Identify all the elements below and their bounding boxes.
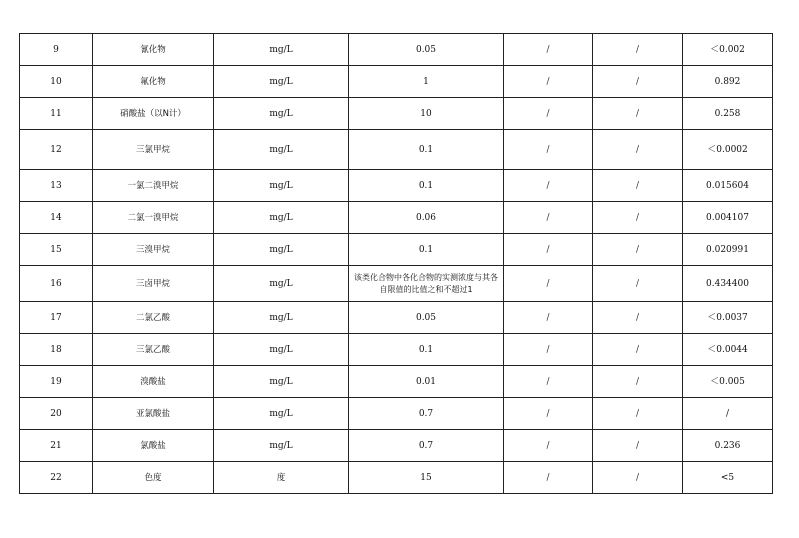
unit-cell: mg/L [214,366,349,398]
standard-limit-cell: 0.1 [349,334,504,366]
table-row [20,334,773,366]
unit-cell: mg/L [214,66,349,98]
item-name-cell: 氟化物 [93,66,214,98]
standard-limit-cell: 10 [349,98,504,130]
row-number-cell: 10 [20,66,93,98]
blank-column-cell: / [504,366,593,398]
blank-column-cell: / [593,130,683,170]
blank-column-cell: / [504,430,593,462]
blank-column-cell: / [504,66,593,98]
item-name-cell: 氰化物 [93,34,214,66]
row-number-cell: 19 [20,366,93,398]
standard-limit-cell: 0.7 [349,398,504,430]
blank-column-cell: / [593,34,683,66]
table-row [20,462,773,494]
item-name-cell: 二氯一溴甲烷 [93,202,214,234]
row-number-cell: 9 [20,34,93,66]
blank-column-cell: / [504,334,593,366]
blank-column-cell: / [593,462,683,494]
item-name-cell: 亚氯酸盐 [93,398,214,430]
standard-limit-cell: 0.05 [349,302,504,334]
unit-cell: mg/L [214,302,349,334]
item-name-cell: 三卤甲烷 [93,266,214,302]
table-row [20,66,773,98]
blank-column-cell: / [504,462,593,494]
test-result-cell: ＜0.002 [683,34,773,66]
blank-column-cell: / [504,398,593,430]
item-name-cell: 三溴甲烷 [93,234,214,266]
row-number-cell: 20 [20,398,93,430]
table-row [20,98,773,130]
blank-column-cell: / [504,202,593,234]
blank-column-cell: / [504,34,593,66]
unit-cell: mg/L [214,202,349,234]
blank-column-cell: / [593,66,683,98]
standard-limit-cell: 0.1 [349,234,504,266]
unit-cell: mg/L [214,98,349,130]
test-result-cell: ＜0.0002 [683,130,773,170]
item-name-cell: 二氯乙酸 [93,302,214,334]
row-number-cell: 11 [20,98,93,130]
standard-limit-cell: 1 [349,66,504,98]
blank-column-cell: / [504,130,593,170]
blank-column-cell: / [593,398,683,430]
blank-column-cell: / [593,334,683,366]
water-quality-table [19,33,773,494]
table-row [20,398,773,430]
standard-limit-cell: 0.1 [349,170,504,202]
table-row [20,202,773,234]
item-name-cell: 三氯乙酸 [93,334,214,366]
table-row [20,366,773,398]
unit-cell: 度 [214,462,349,494]
unit-cell: mg/L [214,130,349,170]
blank-column-cell: / [593,98,683,130]
standard-limit-cell: 0.7 [349,430,504,462]
unit-cell: mg/L [214,430,349,462]
blank-column-cell: / [504,234,593,266]
blank-column-cell: / [593,266,683,302]
test-result-cell: / [683,398,773,430]
test-result-cell: ＜0.005 [683,366,773,398]
standard-limit-cell: 0.05 [349,34,504,66]
row-number-cell: 15 [20,234,93,266]
row-number-cell: 16 [20,266,93,302]
blank-column-cell: / [593,430,683,462]
table-row [20,130,773,170]
item-name-cell: 硝酸盐（以N计） [93,98,214,130]
row-number-cell: 17 [20,302,93,334]
blank-column-cell: / [593,302,683,334]
row-number-cell: 22 [20,462,93,494]
unit-cell: mg/L [214,34,349,66]
item-name-cell: 色度 [93,462,214,494]
item-name-cell: 一氯二溴甲烷 [93,170,214,202]
standard-limit-cell: 0.06 [349,202,504,234]
test-result-cell: <5 [683,462,773,494]
blank-column-cell: / [593,234,683,266]
table-row [20,266,773,302]
row-number-cell: 13 [20,170,93,202]
table-body [20,34,773,494]
table-row [20,302,773,334]
table-row [20,34,773,66]
test-result-cell: 0.434400 [683,266,773,302]
unit-cell: mg/L [214,234,349,266]
blank-column-cell: / [593,202,683,234]
item-name-cell: 溴酸盐 [93,366,214,398]
unit-cell: mg/L [214,398,349,430]
test-result-cell: 0.892 [683,66,773,98]
blank-column-cell: / [593,366,683,398]
test-result-cell: 0.020991 [683,234,773,266]
row-number-cell: 21 [20,430,93,462]
standard-limit-cell: 15 [349,462,504,494]
test-result-cell: 0.015604 [683,170,773,202]
unit-cell: mg/L [214,266,349,302]
item-name-cell: 三氯甲烷 [93,130,214,170]
unit-cell: mg/L [214,170,349,202]
test-result-cell: 0.236 [683,430,773,462]
standard-limit-cell: 0.1 [349,130,504,170]
test-result-cell: ＜0.0037 [683,302,773,334]
unit-cell: mg/L [214,334,349,366]
blank-column-cell: / [504,98,593,130]
item-name-cell: 氯酸盐 [93,430,214,462]
table-row [20,430,773,462]
test-result-cell: ＜0.0044 [683,334,773,366]
blank-column-cell: / [593,170,683,202]
table-row [20,234,773,266]
blank-column-cell: / [504,266,593,302]
row-number-cell: 12 [20,130,93,170]
standard-limit-cell: 0.01 [349,366,504,398]
row-number-cell: 18 [20,334,93,366]
test-result-cell: 0.004107 [683,202,773,234]
blank-column-cell: / [504,170,593,202]
blank-column-cell: / [504,302,593,334]
row-number-cell: 14 [20,202,93,234]
standard-limit-cell: 该类化合物中各化合物的实测浓度与其各自限值的比值之和不超过1 [349,266,504,302]
table-row [20,170,773,202]
test-result-cell: 0.258 [683,98,773,130]
